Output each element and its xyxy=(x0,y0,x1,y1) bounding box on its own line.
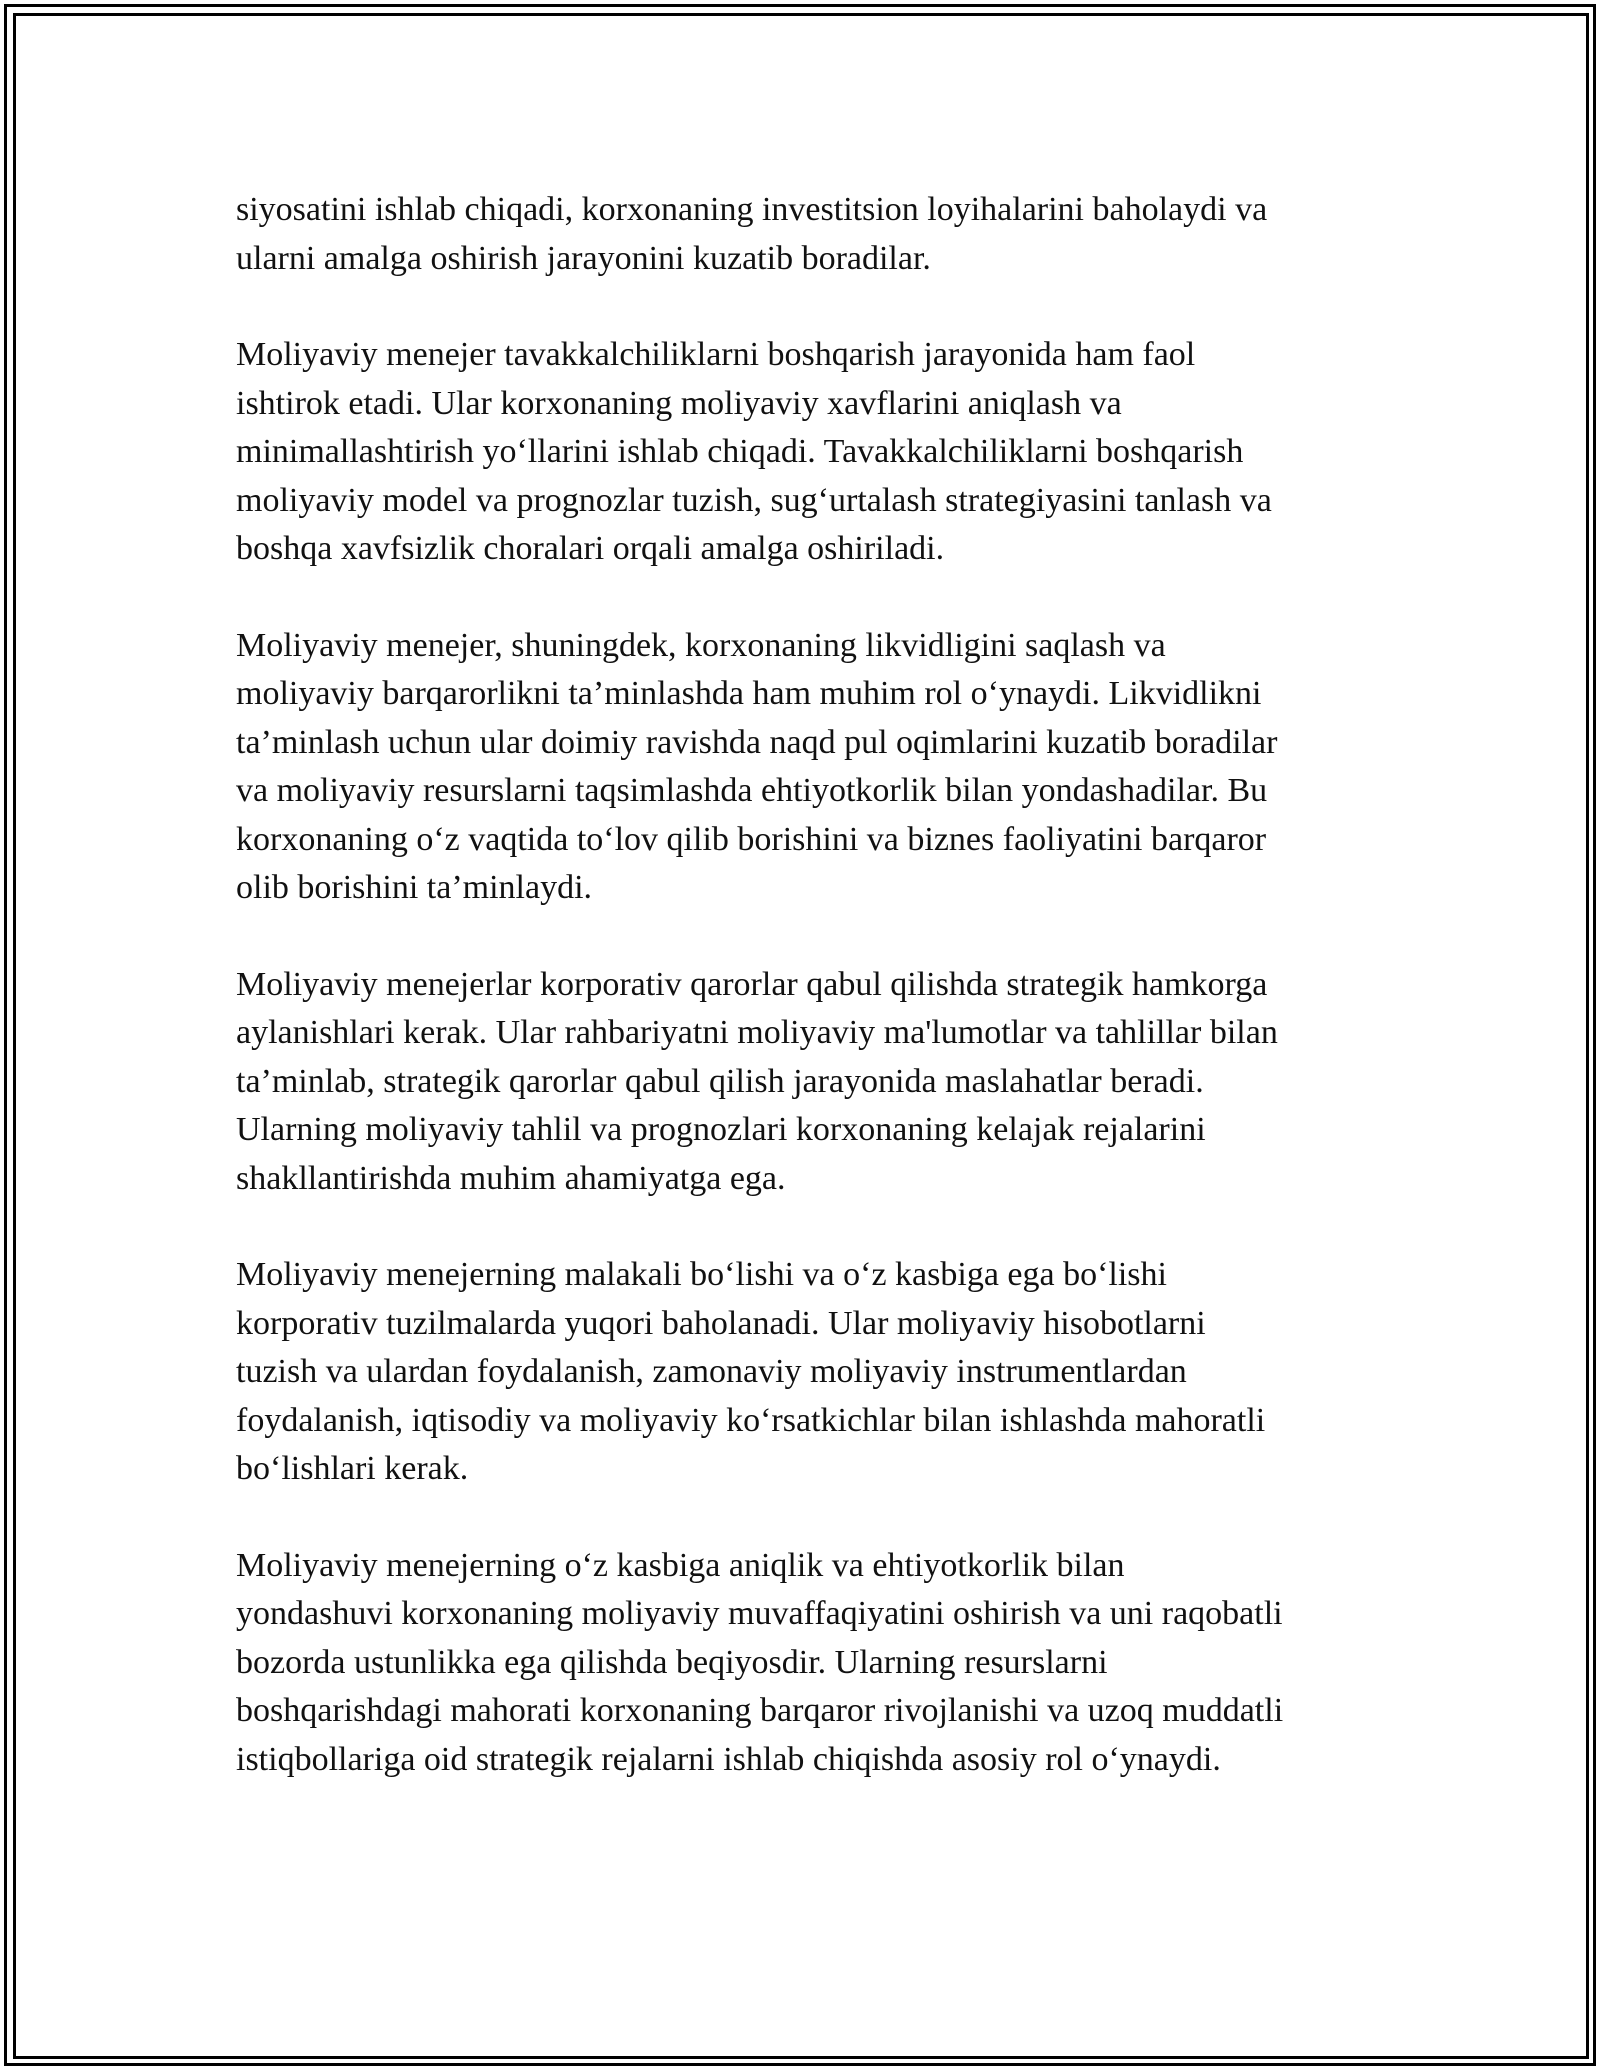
paragraph-5: Moliyaviy menejerning malakali bo‘lishi va o‘z kasbiga ega bo‘lishi korporativ tuzilmalarda yuqori baholanadi. Ular moliyaviy hisobotlarni tuzish va ulardan foydalanish, zamonaviy moliyaviy instrumentlardan foydalanish, iqtisodiy va moliyaviy ko‘rsatkichlar bilan ishlashda mahoratli bo‘lishlari kerak. xyxy=(236,1256,1266,1487)
document-body xyxy=(236,186,1376,1832)
paragraph-6: Moliyaviy menejerning o‘z kasbiga aniqlik va ehtiyotkorlik bilan yondashuvi korxonaning moliyaviy muvaffaqiyatini oshirish va uni raqobatli bozorda ustunlikka ega qilishda beqiyosdir. Ularning resurslarni boshqarishdagi mahorati korxonaning barqaror rivojlanishi va uzoq muddatli istiqbollariga oid strategik rejalarni ishlab chiqishda asosiy rol o‘ynaydi. xyxy=(236,1546,1284,1778)
paragraph-2: Moliyaviy menejer tavakkalchiliklarni boshqarish jarayonida ham faol ishtirok etadi. Ular korxonaning moliyaviy xavflarini aniqlash va minimallashtirish yo‘llarini ishlab chiqadi. Tavakkalchiliklarni boshqarish moliyaviy model va prognozlar tuzish, sug‘urtalash strategiyasini tanlash va boshqa xavfsizlik choralari orqali amalga oshiriladi. xyxy=(236,336,1272,567)
paragraph-4: Moliyaviy menejerlar korporativ qarorlar qabul qilishda strategik hamkorga aylanishlari kerak. Ular rahbariyatni moliyaviy ma'lumotlar va tahlillar bilan ta’minlab, strategik qarorlar qabul qilish jarayonida maslahatlar beradi. Ularning moliyaviy tahlil va prognozlari korxonaning kelajak rejalarini shakllantirishda muhim ahamiyatga ega. xyxy=(236,965,1278,1197)
paragraph-1: siyosatini ishlab chiqadi, korxonaning investitsion loyihalarini baholaydi va ularni amalga oshirish jarayonini kuzatib boradilar. xyxy=(236,191,1268,277)
paragraph-3: Moliyaviy menejer, shuningdek, korxonaning likvidligini saqlash va moliyaviy barqarorlikni ta’minlashda ham muhim rol o‘ynaydi. Likvidlikni ta’minlash uchun ular doimiy ravishda naqd pul oqimlarini kuzatib boradilar va moliyaviy resurslarni taqsimlashda ehtiyotkorlik bilan yondashadilar. Bu korxonaning o‘z vaqtida to‘lov qilib borishini va biznes faoliyatini barqaror olib borishini ta’minlaydi. xyxy=(236,626,1278,906)
